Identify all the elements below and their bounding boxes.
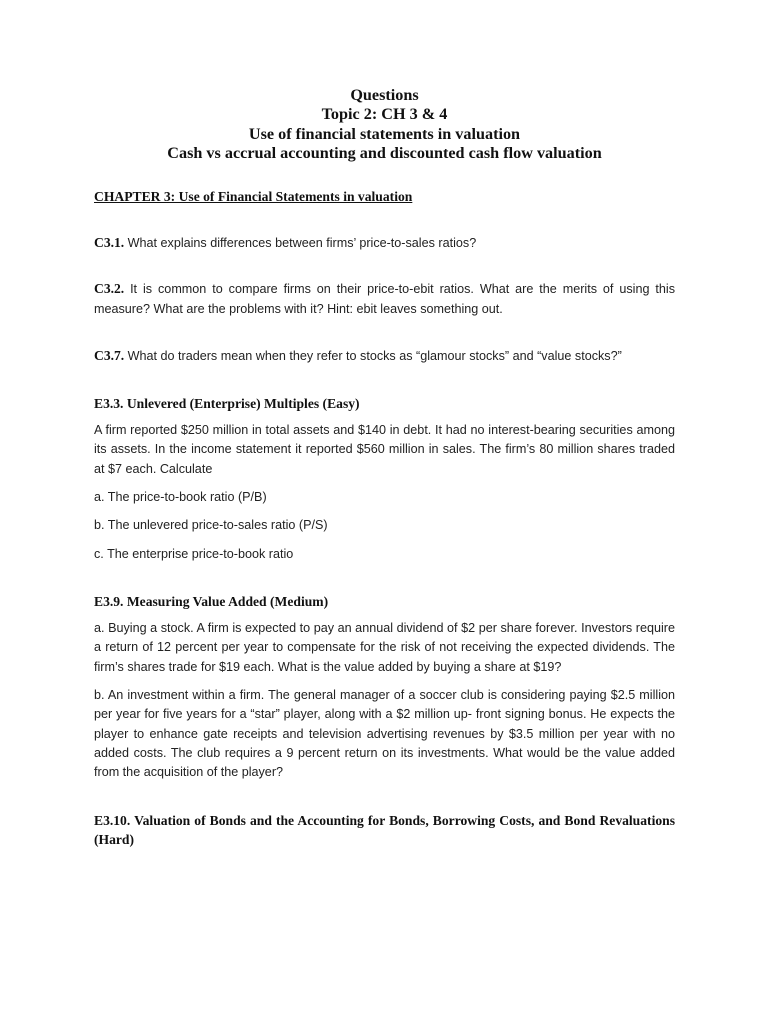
question-label: C3.7. (94, 347, 125, 363)
question-label: C3.2. (94, 280, 125, 296)
exercise-e3-3-title: E3.3. Unlevered (Enterprise) Multiples (Easy) (94, 395, 360, 411)
title-subtitle-1: Use of financial statements in valuation (248, 124, 521, 143)
document-title-block (94, 86, 675, 164)
question-c3-1 (94, 233, 675, 253)
question-text: What explains differences between firms’ price-to-sales ratios? (127, 235, 477, 250)
exercise-e3-10-title: E3.10. Valuation of Bonds and the Accounting for Bonds, Borrowing Costs, and Bond Revaluations (Hard) (94, 812, 675, 847)
exercise-e3-3-part-b: b. The unlevered price-to-sales ratio (P/S) (94, 518, 328, 533)
exercise-e3-3-part-a: a. The price-to-book ratio (P/B) (94, 490, 267, 504)
exercise-e3-3-body: A firm reported $250 million in total assets and $140 in debt. It had no interest-bearing securities among its assets. In the income statement it reported $560 million in sales. The firm’s 80 million shares traded at $7 each. Calculate (94, 423, 675, 476)
question-label: C3.1. (94, 234, 125, 250)
exercise-e3-3-part-c: c. The enterprise price-to-book ratio (94, 546, 294, 561)
question-c3-2 (94, 279, 675, 320)
question-c3-7 (94, 346, 675, 366)
title-subtitle-2: Cash vs accrual accounting and discounted cash flow valuation (167, 144, 602, 163)
exercise-e3-9-part-a: a. Buying a stock. A firm is expected to pay an annual dividend of $2 per share forever. Investors require a return of 12 percent per year to compensate for the risk of not receiving the expected dividends. The firm’s shares trade for $19 each. What is the value added by buying a share at $19? (94, 621, 675, 674)
question-text: It is common to compare firms on their price-to-ebit ratios. What are the merits of using this measure? What are the problems with it? Hint: ebit leaves something out. (94, 281, 675, 317)
question-text: What do traders mean when they refer to stocks as “glamour stocks” and “value stocks?” (127, 348, 622, 363)
chapter-3-heading: CHAPTER 3: Use of Financial Statements in valuation (94, 188, 413, 204)
title-questions: Questions (350, 86, 419, 104)
document-page (94, 86, 675, 849)
exercise-e3-9-title: E3.9. Measuring Value Added (Medium) (94, 593, 329, 609)
exercise-e3-9-part-b: b. An investment within a firm. The general manager of a soccer club is considering paying $2.5 million per year for five years for a “star” player, along with a $2 million up- front signing bonus. He expects the player to enhance gate receipts and television advertising revenues by $3.5 million per year with no added costs. The club requires a 9 percent return on its investments. What would be the value added from the acquisition of the player? (94, 688, 675, 780)
title-topic: Topic 2: CH 3 & 4 (321, 105, 448, 124)
